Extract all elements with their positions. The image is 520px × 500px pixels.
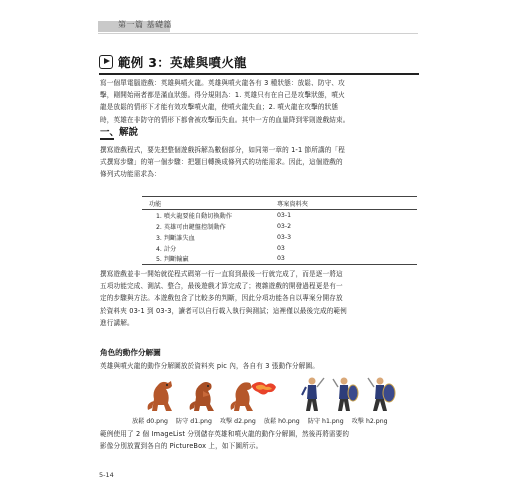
explain-paragraph <box>100 144 345 181</box>
caption: 放鬆 d0.png <box>132 418 168 425</box>
text-line: 時，英雄在非防守的情形下都會被攻擊而失血。其中一方的血量降到零則遊戲結束。 <box>100 115 350 124</box>
header-divider <box>98 33 418 34</box>
dragon-relax-sprite <box>148 381 172 411</box>
caption: 放鬆 h0.png <box>263 418 300 425</box>
section-heading: 一、解說 <box>100 127 139 138</box>
text-line: 進行講解。 <box>100 318 134 327</box>
example-title-row <box>99 52 247 72</box>
sprite-captions <box>132 416 394 425</box>
table-row <box>142 221 417 232</box>
caption: 攻擊 d2.png <box>219 418 256 425</box>
hero-relax-sprite <box>302 378 324 412</box>
table-cell: 03-2 <box>277 222 292 230</box>
process-paragraph <box>100 268 347 329</box>
hero-defend-sprite <box>333 378 358 412</box>
text-line: 撰寫遊戲並非一開始就從程式碼第一行一直寫到最後一行就完成了，而是逐一將這 <box>100 270 343 278</box>
text-line: 影像分別放置到各自的 PictureBox 上，如下圖所示。 <box>100 442 263 451</box>
feature-table <box>142 196 417 265</box>
table-cell: 03 <box>277 244 285 252</box>
hero-attack-sprite <box>368 378 395 412</box>
table-cell: 3. 判斷誰失血 <box>156 234 195 242</box>
text-line: 於資料夾 03-1 到 03-3，讀者可以自行載入執行與測試；這裡僅以最後完成的範例 <box>100 306 347 315</box>
table-row <box>142 232 417 243</box>
table-header-row <box>142 197 417 210</box>
table-cell: 2. 英雄可由鍵盤控制動作 <box>156 223 226 231</box>
intro-paragraph <box>100 77 350 126</box>
chapter-header: 第一篇 基礎篇 <box>118 20 173 29</box>
table-row <box>142 243 417 254</box>
dragon-defend-sprite <box>190 382 214 411</box>
text-line: 範例使用了 2 個 ImageList 分別儲存英雄和噴火龍的動作分解圖，然後再將需要的 <box>100 430 350 438</box>
text-line: 撰寫遊戲程式，要先把整個遊戲拆解為數個部分，如同第一章的 1-1 節所講的「程 <box>100 146 345 154</box>
sprite-intro: 英雄與噴火龍的動作分解圖放於資料夾 pic 內，各自有 3 張動作分解圖。 <box>100 362 319 370</box>
text-line: 式撰寫步驟」的第一個步驟：把題目轉換成條列式的功能需求。因此，這個遊戲的 <box>100 158 343 167</box>
table-cell: 5. 判斷輸贏 <box>142 254 270 265</box>
table-cell: 03 <box>270 254 417 265</box>
table-cell: 03-3 <box>277 233 292 241</box>
text-line: 定的步驟與方法。本遊戲包含了比較多的判斷，因此分項功能各自以專案分開存放 <box>100 294 343 303</box>
text-line: 擊，剛開始兩者都是滿血狀態。得分規則為：1. 英雄只有在自己是攻擊狀態，噴火 <box>100 91 345 100</box>
caption: 防守 d1.png <box>175 418 212 425</box>
closing-paragraph <box>100 428 349 452</box>
table-row <box>142 254 417 265</box>
sprite-strip <box>140 375 410 413</box>
page-number: 5-14 <box>99 471 114 479</box>
text-line: 龍是放鬆的情形下才能有效攻擊噴火龍，使噴火龍失血；2. 噴火龍在攻擊的狀態 <box>100 103 339 112</box>
text-line: 條列式功能需求為： <box>100 170 161 179</box>
table-cell: 4. 計分 <box>156 245 177 253</box>
table-cell: 1. 噴火龍要能自動切換動作 <box>156 212 232 220</box>
caption: 防守 h1.png <box>307 418 344 425</box>
section-underline <box>100 138 114 140</box>
text-line: 寫一個單電腦遊戲：英雄與噴火龍。英雄與噴火龍各有 3 種狀態：放鬆、防守、攻 <box>100 79 345 87</box>
table-cell: 03-1 <box>277 211 292 219</box>
subheading: 角色的動作分解圖 <box>100 348 161 357</box>
table-row <box>142 210 417 221</box>
column-header-feature: 功能 <box>142 197 270 210</box>
example-title: 範例 3：英雄與噴火龍 <box>118 55 247 70</box>
title-divider <box>99 73 419 75</box>
play-icon <box>99 55 113 69</box>
text-line: 五項功能完成、測試、整合，最後遊戲才算完成了；複雜遊戲的開發過程更是有一 <box>100 282 343 291</box>
column-header-folder: 專案資料夾 <box>270 197 417 210</box>
dragon-attack-sprite <box>231 382 276 411</box>
caption: 攻擊 h2.png <box>351 418 388 425</box>
